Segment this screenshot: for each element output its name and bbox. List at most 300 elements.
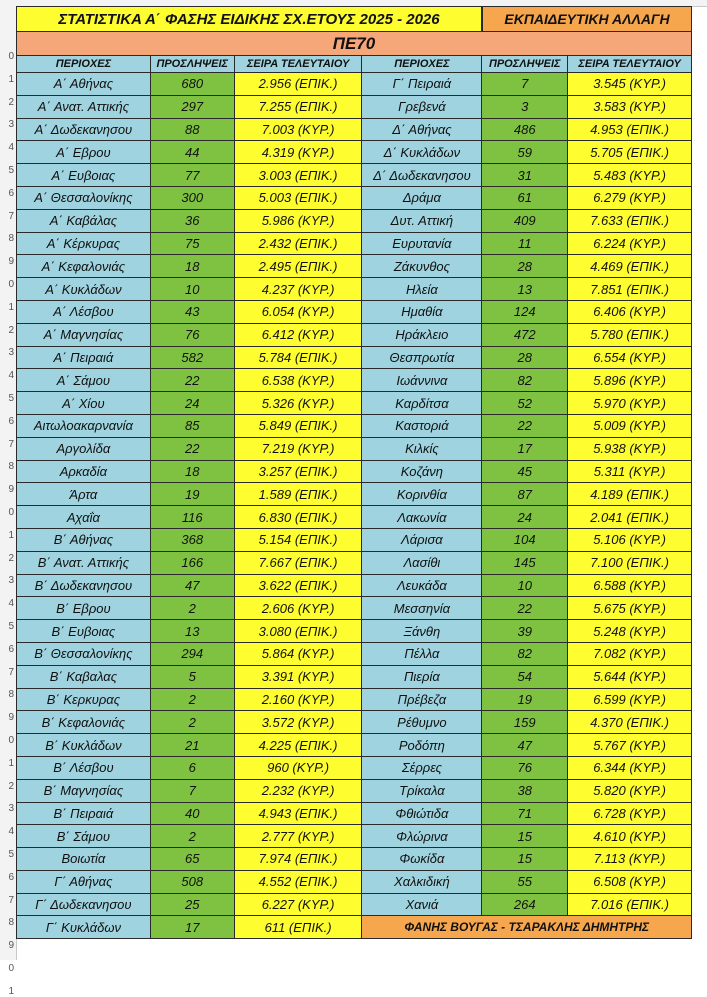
last-rank-cell[interactable]: 6.588 (ΚΥΡ.) [568, 575, 692, 598]
row-number: 7 [8, 210, 14, 222]
region-cell[interactable]: Χανιά [362, 894, 482, 917]
row-number: 9 [8, 712, 14, 724]
last-rank-cell[interactable]: 2.777 (ΚΥΡ.) [235, 825, 363, 848]
region-cell[interactable]: Πρέβεζα [362, 689, 482, 712]
hires-cell[interactable]: 2 [151, 825, 235, 848]
table-row [16, 780, 692, 803]
hires-cell[interactable]: 486 [482, 119, 568, 142]
hires-cell[interactable]: 75 [151, 233, 235, 256]
row-number: 0 [8, 963, 14, 974]
hires-cell[interactable]: 24 [151, 392, 235, 415]
region-cell[interactable]: Αρκαδία [17, 461, 151, 484]
hires-cell[interactable]: 368 [151, 529, 235, 552]
hires-cell[interactable]: 145 [482, 552, 568, 575]
last-rank-cell[interactable]: 3.622 (ΕΠΙΚ.) [235, 575, 363, 598]
last-rank-cell[interactable]: 5.780 (ΕΠΙΚ.) [568, 324, 692, 347]
region-cell[interactable]: Α΄ Εβρου [17, 141, 151, 164]
hires-cell[interactable]: 15 [482, 848, 568, 871]
last-rank-cell[interactable]: 5.311 (ΚΥΡ.) [568, 461, 692, 484]
last-rank-cell[interactable]: 2.041 (ΕΠΙΚ.) [568, 506, 692, 529]
table-row [16, 73, 692, 96]
hires-cell[interactable]: 582 [151, 347, 235, 370]
last-rank-cell[interactable]: 2.606 (ΚΥΡ.) [235, 597, 363, 620]
last-rank-cell[interactable]: 2.232 (ΚΥΡ.) [235, 780, 363, 803]
region-cell[interactable]: Κορινθία [362, 483, 482, 506]
hires-cell[interactable]: 10 [151, 278, 235, 301]
row-number: 4 [8, 142, 14, 154]
region-cell[interactable]: Σέρρες [362, 757, 482, 780]
table-row [16, 255, 692, 278]
hires-cell[interactable]: 59 [482, 141, 568, 164]
hires-cell[interactable]: 76 [482, 757, 568, 780]
region-cell[interactable]: Καστοριά [362, 415, 482, 438]
hires-cell[interactable]: 22 [482, 597, 568, 620]
last-rank-cell[interactable]: 3.080 (ΕΠΙΚ.) [235, 620, 363, 643]
hires-cell[interactable]: 508 [151, 871, 235, 894]
last-rank-cell[interactable]: 6.279 (ΚΥΡ.) [568, 187, 692, 210]
hires-cell[interactable]: 25 [151, 894, 235, 917]
header-hires-right[interactable]: ΠΡΟΣΛΗΨΕΙΣ [482, 56, 568, 73]
last-rank-cell[interactable]: 5.326 (ΚΥΡ.) [235, 392, 363, 415]
last-rank-cell[interactable]: 4.189 (ΕΠΙΚ.) [568, 483, 692, 506]
region-cell[interactable]: Β΄ Μαγνησίας [17, 780, 151, 803]
table-row [16, 415, 692, 438]
hires-cell[interactable]: 44 [151, 141, 235, 164]
table-row [16, 187, 692, 210]
region-cell[interactable]: Β΄ Πειραιά [17, 803, 151, 826]
last-rank-cell[interactable]: 5.154 (ΕΠΙΚ.) [235, 529, 363, 552]
region-cell[interactable]: Β΄ Εβρου [17, 597, 151, 620]
hires-cell[interactable]: 409 [482, 210, 568, 233]
last-rank-cell[interactable]: 4.370 (ΕΠΙΚ.) [568, 711, 692, 734]
hires-cell[interactable]: 22 [151, 438, 235, 461]
hires-cell[interactable]: 40 [151, 803, 235, 826]
last-rank-cell[interactable]: 7.633 (ΕΠΙΚ.) [568, 210, 692, 233]
last-rank-cell[interactable]: 4.237 (ΚΥΡ.) [235, 278, 363, 301]
table-row [16, 711, 692, 734]
region-cell[interactable]: Ζάκυνθος [362, 255, 482, 278]
hires-cell[interactable]: 47 [151, 575, 235, 598]
last-rank-cell[interactable]: 5.864 (ΚΥΡ.) [235, 643, 363, 666]
hires-cell[interactable]: 43 [151, 301, 235, 324]
region-cell[interactable]: Β΄ Αθήνας [17, 529, 151, 552]
hires-cell[interactable]: 166 [151, 552, 235, 575]
last-rank-cell[interactable]: 7.016 (ΕΠΙΚ.) [568, 894, 692, 917]
region-cell[interactable]: Γ΄ Αθήνας [17, 871, 151, 894]
hires-cell[interactable]: 19 [151, 483, 235, 506]
sheet-title[interactable]: ΣΤΑΤΙΣΤΙΚΑ Α΄ ΦΑΣΗΣ ΕΙΔΙΚΗΣ ΣΧ.ΕΤΟΥΣ 2025 - 2026 [16, 6, 482, 32]
last-rank-cell[interactable]: 5.820 (ΚΥΡ.) [568, 780, 692, 803]
last-rank-cell[interactable]: 5.970 (ΚΥΡ.) [568, 392, 692, 415]
last-rank-cell[interactable]: 960 (ΚΥΡ.) [235, 757, 363, 780]
region-cell[interactable]: Δ΄ Κυκλάδων [362, 141, 482, 164]
row-number: 6 [8, 415, 14, 427]
region-cell[interactable]: Δ΄ Αθήνας [362, 119, 482, 142]
last-rank-cell[interactable]: 6.227 (ΚΥΡ.) [235, 894, 363, 917]
region-cell[interactable]: Α΄ Ανατ. Αττικής [17, 96, 151, 119]
row-number: 8 [8, 689, 14, 701]
region-cell[interactable]: Λακωνία [362, 506, 482, 529]
row-number: 8 [8, 233, 14, 245]
last-rank-cell[interactable]: 5.106 (ΚΥΡ.) [568, 529, 692, 552]
last-rank-cell[interactable]: 6.728 (ΚΥΡ.) [568, 803, 692, 826]
table-row [16, 438, 692, 461]
hires-cell[interactable]: 31 [482, 164, 568, 187]
region-cell[interactable]: Α΄ Θεσσαλονίκης [17, 187, 151, 210]
hires-cell[interactable]: 82 [482, 369, 568, 392]
last-rank-cell[interactable]: 2.495 (ΕΠΙΚ.) [235, 255, 363, 278]
hires-cell[interactable]: 2 [151, 711, 235, 734]
region-cell[interactable]: Β΄ Καβαλας [17, 666, 151, 689]
row-number: 9 [8, 940, 14, 952]
row-number: 6 [8, 871, 14, 883]
region-cell[interactable]: Λάρισα [362, 529, 482, 552]
region-cell[interactable]: Β΄ Λέσβου [17, 757, 151, 780]
last-rank-cell[interactable]: 5.896 (ΚΥΡ.) [568, 369, 692, 392]
hires-cell[interactable]: 472 [482, 324, 568, 347]
hires-cell[interactable]: 45 [482, 461, 568, 484]
region-cell[interactable]: Άρτα [17, 483, 151, 506]
region-cell[interactable]: Ιωάννινα [362, 369, 482, 392]
hires-cell[interactable]: 294 [151, 643, 235, 666]
table-row [16, 620, 692, 643]
table-row [16, 552, 692, 575]
last-rank-cell[interactable]: 6.830 (ΕΠΙΚ.) [235, 506, 363, 529]
hires-cell[interactable]: 7 [151, 780, 235, 803]
last-rank-cell[interactable]: 6.224 (ΚΥΡ.) [568, 233, 692, 256]
last-rank-cell[interactable]: 4.225 (ΕΠΙΚ.) [235, 734, 363, 757]
hires-cell[interactable]: 87 [482, 483, 568, 506]
row-number: 2 [8, 96, 14, 108]
last-rank-cell[interactable]: 3.391 (ΚΥΡ.) [235, 666, 363, 689]
table-row [16, 141, 692, 164]
region-cell[interactable]: Α΄ Κεφαλονιάς [17, 255, 151, 278]
last-rank-cell[interactable]: 4.319 (ΚΥΡ.) [235, 141, 363, 164]
last-rank-cell[interactable]: 3.583 (ΚΥΡ.) [568, 96, 692, 119]
region-cell[interactable]: Β΄ Δωδεκανησου [17, 575, 151, 598]
last-rank-cell[interactable]: 7.219 (ΚΥΡ.) [235, 438, 363, 461]
last-rank-cell[interactable]: 7.113 (ΚΥΡ.) [568, 848, 692, 871]
hires-cell[interactable]: 21 [151, 734, 235, 757]
table-row [16, 301, 692, 324]
hires-cell[interactable]: 82 [482, 643, 568, 666]
hires-cell[interactable]: 10 [482, 575, 568, 598]
region-cell[interactable]: Ηλεία [362, 278, 482, 301]
last-rank-cell[interactable]: 3.003 (ΕΠΙΚ.) [235, 164, 363, 187]
footer-credit[interactable]: ΦΑΝΗΣ ΒΟΥΓΑΣ - ΤΣΑΡΑΚΛΗΣ ΔΗΜΗΤΡΗΣ [362, 916, 692, 939]
table-row [16, 825, 692, 848]
row-number: 7 [8, 666, 14, 678]
hires-cell[interactable]: 65 [151, 848, 235, 871]
hires-cell[interactable]: 71 [482, 803, 568, 826]
row-number: 0 [8, 51, 14, 62]
last-rank-cell[interactable]: 3.257 (ΕΠΙΚ.) [235, 461, 363, 484]
hires-cell[interactable]: 2 [151, 689, 235, 712]
last-rank-cell[interactable]: 7.003 (ΚΥΡ.) [235, 119, 363, 142]
last-rank-cell[interactable]: 6.538 (ΚΥΡ.) [235, 369, 363, 392]
table-row [16, 392, 692, 415]
hires-cell[interactable]: 22 [482, 415, 568, 438]
last-rank-cell[interactable]: 7.100 (ΕΠΙΚ.) [568, 552, 692, 575]
side-title[interactable]: ΕΚΠΑΙΔΕΥΤΙΚΗ ΑΛΛΑΓΗ [482, 6, 692, 32]
hires-cell[interactable]: 3 [482, 96, 568, 119]
row-number: 1 [8, 757, 14, 769]
table-row [16, 894, 692, 917]
last-rank-cell[interactable]: 7.667 (ΕΠΙΚ.) [235, 552, 363, 575]
last-rank-cell[interactable]: 5.938 (ΚΥΡ.) [568, 438, 692, 461]
region-cell[interactable]: Α΄ Κυκλάδων [17, 278, 151, 301]
region-cell[interactable]: Χαλκιδική [362, 871, 482, 894]
last-rank-cell[interactable]: 7.255 (ΕΠΙΚ.) [235, 96, 363, 119]
hires-cell[interactable]: 116 [151, 506, 235, 529]
row-number: 5 [8, 621, 14, 632]
hires-cell[interactable]: 297 [151, 96, 235, 119]
region-cell[interactable]: Β΄ Ανατ. Αττικής [17, 552, 151, 575]
region-cell[interactable]: Δ΄ Δωδεκανησου [362, 164, 482, 187]
row-number: 6 [8, 643, 14, 655]
region-cell[interactable]: Ημαθία [362, 301, 482, 324]
hires-cell[interactable]: 88 [151, 119, 235, 142]
region-cell[interactable]: Γ΄ Κυκλάδων [17, 916, 151, 939]
last-rank-cell[interactable]: 5.483 (ΚΥΡ.) [568, 164, 692, 187]
table-row [16, 278, 692, 301]
region-cell[interactable]: Αργολίδα [17, 438, 151, 461]
row-number: 1 [8, 301, 14, 313]
hires-cell[interactable]: 13 [482, 278, 568, 301]
row-number: 5 [8, 393, 14, 404]
row-number: 0 [8, 279, 14, 290]
region-cell[interactable]: Γ΄ Δωδεκανησου [17, 894, 151, 917]
region-cell[interactable]: Ροδόπη [362, 734, 482, 757]
last-rank-cell[interactable]: 5.986 (ΚΥΡ.) [235, 210, 363, 233]
row-number: 1 [8, 529, 14, 541]
last-rank-cell[interactable]: 4.552 (ΕΠΙΚ.) [235, 871, 363, 894]
header-last-rank-left[interactable]: ΣΕΙΡΑ ΤΕΛΕΥΤΑΙΟΥ [235, 56, 363, 73]
row-number: 1 [8, 73, 14, 85]
region-cell[interactable]: Μεσσηνία [362, 597, 482, 620]
hires-cell[interactable]: 680 [151, 73, 235, 96]
header-row [16, 56, 692, 73]
hires-cell[interactable]: 300 [151, 187, 235, 210]
table-row [16, 575, 692, 598]
hires-cell[interactable]: 6 [151, 757, 235, 780]
hires-cell[interactable]: 159 [482, 711, 568, 734]
last-rank-cell[interactable]: 5.784 (ΕΠΙΚ.) [235, 347, 363, 370]
region-cell[interactable]: Κιλκίς [362, 438, 482, 461]
last-rank-cell[interactable]: 7.851 (ΕΠΙΚ.) [568, 278, 692, 301]
region-cell[interactable]: Ευρυτανία [362, 233, 482, 256]
table-row [16, 96, 692, 119]
hires-cell[interactable]: 38 [482, 780, 568, 803]
last-rank-cell[interactable]: 5.849 (ΕΠΙΚ.) [235, 415, 363, 438]
row-number: 8 [8, 917, 14, 929]
table-row [16, 369, 692, 392]
hires-cell[interactable]: 5 [151, 666, 235, 689]
last-rank-cell[interactable]: 2.160 (ΚΥΡ.) [235, 689, 363, 712]
region-cell[interactable]: Λασίθι [362, 552, 482, 575]
region-cell[interactable]: Β΄ Κυκλάδων [17, 734, 151, 757]
region-cell[interactable]: Α΄ Δωδεκανησου [17, 119, 151, 142]
region-cell[interactable]: Β΄ Σάμου [17, 825, 151, 848]
hires-cell[interactable]: 22 [151, 369, 235, 392]
last-rank-cell[interactable]: 5.705 (ΕΠΙΚ.) [568, 141, 692, 164]
region-cell[interactable]: Γ΄ Πειραιά [362, 73, 482, 96]
hires-cell[interactable]: 28 [482, 347, 568, 370]
hires-cell[interactable]: 36 [151, 210, 235, 233]
region-cell[interactable]: Α΄ Καβάλας [17, 210, 151, 233]
region-cell[interactable]: Α΄ Χίου [17, 392, 151, 415]
region-cell[interactable]: Πέλλα [362, 643, 482, 666]
table-row [16, 916, 692, 939]
region-cell[interactable]: Φθιώτιδα [362, 803, 482, 826]
region-cell[interactable]: Φωκίδα [362, 848, 482, 871]
row-number: 9 [8, 256, 14, 268]
row-number: 3 [8, 347, 14, 359]
row-number: 9 [8, 484, 14, 496]
region-cell[interactable]: Α΄ Σάμου [17, 369, 151, 392]
table-row [16, 643, 692, 666]
hires-cell[interactable]: 52 [482, 392, 568, 415]
hires-cell[interactable]: 39 [482, 620, 568, 643]
row-number-gutter [0, 6, 17, 997]
region-cell[interactable]: Δυτ. Αττική [362, 210, 482, 233]
last-rank-cell[interactable]: 6.344 (ΚΥΡ.) [568, 757, 692, 780]
region-cell[interactable]: Αχαΐα [17, 506, 151, 529]
hires-cell[interactable]: 77 [151, 164, 235, 187]
region-cell[interactable]: Α΄ Κέρκυρας [17, 233, 151, 256]
last-rank-cell[interactable]: 3.545 (ΚΥΡ.) [568, 73, 692, 96]
hires-cell[interactable]: 17 [151, 916, 235, 939]
subtitle[interactable]: ΠΕ70 [16, 32, 692, 56]
table-row [16, 689, 692, 712]
last-rank-cell[interactable]: 3.572 (ΚΥΡ.) [235, 711, 363, 734]
region-cell[interactable]: Α΄ Πειραιά [17, 347, 151, 370]
row-number: 7 [8, 894, 14, 906]
hires-cell[interactable]: 15 [482, 825, 568, 848]
region-cell[interactable]: Β΄ Θεσσαλονίκης [17, 643, 151, 666]
last-rank-cell[interactable]: 5.644 (ΚΥΡ.) [568, 666, 692, 689]
region-cell[interactable]: Ηράκλειο [362, 324, 482, 347]
last-rank-cell[interactable]: 4.953 (ΕΠΙΚ.) [568, 119, 692, 142]
hires-cell[interactable]: 61 [482, 187, 568, 210]
hires-cell[interactable]: 264 [482, 894, 568, 917]
hires-cell[interactable]: 76 [151, 324, 235, 347]
region-cell[interactable]: Τρίκαλα [362, 780, 482, 803]
last-rank-cell[interactable]: 6.508 (ΚΥΡ.) [568, 871, 692, 894]
table-row [16, 324, 692, 347]
region-cell[interactable]: Ρέθυμνο [362, 711, 482, 734]
region-cell[interactable]: Καρδίτσα [362, 392, 482, 415]
hires-cell[interactable]: 85 [151, 415, 235, 438]
hires-cell[interactable]: 17 [482, 438, 568, 461]
last-rank-cell[interactable]: 5.009 (ΚΥΡ.) [568, 415, 692, 438]
table-row [16, 871, 692, 894]
row-number: 2 [8, 780, 14, 792]
row-number: 4 [8, 370, 14, 382]
hires-cell[interactable]: 7 [482, 73, 568, 96]
last-rank-cell[interactable]: 5.675 (ΚΥΡ.) [568, 597, 692, 620]
region-cell[interactable]: Β΄ Κερκυρας [17, 689, 151, 712]
hires-cell[interactable]: 28 [482, 255, 568, 278]
last-rank-cell[interactable]: 6.412 (ΚΥΡ.) [235, 324, 363, 347]
last-rank-cell[interactable]: 2.956 (ΕΠΙΚ.) [235, 73, 363, 96]
last-rank-cell[interactable]: 7.974 (ΕΠΙΚ.) [235, 848, 363, 871]
hires-cell[interactable]: 11 [482, 233, 568, 256]
hires-cell[interactable]: 2 [151, 597, 235, 620]
row-number: 5 [8, 165, 14, 176]
region-cell[interactable]: Α΄ Αθήνας [17, 73, 151, 96]
last-rank-cell[interactable]: 5.003 (ΕΠΙΚ.) [235, 187, 363, 210]
region-cell[interactable]: Θεσπρωτία [362, 347, 482, 370]
region-cell[interactable]: Α΄ Μαγνησίας [17, 324, 151, 347]
hires-cell[interactable]: 104 [482, 529, 568, 552]
last-rank-cell[interactable]: 5.248 (ΚΥΡ.) [568, 620, 692, 643]
hires-cell[interactable]: 19 [482, 689, 568, 712]
hires-cell[interactable]: 124 [482, 301, 568, 324]
row-number: 3 [8, 575, 14, 587]
title-row [16, 6, 692, 32]
region-cell[interactable]: Α΄ Ευβοιας [17, 164, 151, 187]
table-row [16, 210, 692, 233]
last-rank-cell[interactable]: 6.599 (ΚΥΡ.) [568, 689, 692, 712]
last-rank-cell[interactable]: 6.054 (ΚΥΡ.) [235, 301, 363, 324]
hires-cell[interactable]: 24 [482, 506, 568, 529]
header-regions-right[interactable]: ΠΕΡΙΟΧΕΣ [362, 56, 482, 73]
last-rank-cell[interactable]: 6.554 (ΚΥΡ.) [568, 347, 692, 370]
last-rank-cell[interactable]: 2.432 (ΕΠΙΚ.) [235, 233, 363, 256]
header-last-rank-right[interactable]: ΣΕΙΡΑ ΤΕΛΕΥΤΑΙΟΥ [568, 56, 692, 73]
header-hires-left[interactable]: ΠΡΟΣΛΗΨΕΙΣ [151, 56, 235, 73]
last-rank-cell[interactable]: 4.943 (ΕΠΙΚ.) [235, 803, 363, 826]
hires-cell[interactable]: 18 [151, 461, 235, 484]
hires-cell[interactable]: 54 [482, 666, 568, 689]
region-cell[interactable]: Πιερία [362, 666, 482, 689]
table-row [16, 848, 692, 871]
last-rank-cell[interactable]: 6.406 (ΚΥΡ.) [568, 301, 692, 324]
region-cell[interactable]: Β΄ Ευβοιας [17, 620, 151, 643]
region-cell[interactable]: Β΄ Κεφαλονιάς [17, 711, 151, 734]
region-cell[interactable]: Βοιωτία [17, 848, 151, 871]
region-cell[interactable]: Αιτωλοακαρνανία [17, 415, 151, 438]
header-regions-left[interactable]: ΠΕΡΙΟΧΕΣ [17, 56, 151, 73]
region-cell[interactable]: Ξάνθη [362, 620, 482, 643]
region-cell[interactable]: Κοζάνη [362, 461, 482, 484]
last-rank-cell[interactable]: 7.082 (ΚΥΡ.) [568, 643, 692, 666]
table-row [16, 461, 692, 484]
hires-cell[interactable]: 47 [482, 734, 568, 757]
last-rank-cell[interactable]: 1.589 (ΕΠΙΚ.) [235, 483, 363, 506]
region-cell[interactable]: Α΄ Λέσβου [17, 301, 151, 324]
table-row [16, 233, 692, 256]
row-number: 2 [8, 324, 14, 336]
row-number: 4 [8, 826, 14, 838]
region-cell[interactable]: Φλώρινα [362, 825, 482, 848]
region-cell[interactable]: Δράμα [362, 187, 482, 210]
hires-cell[interactable]: 18 [151, 255, 235, 278]
last-rank-cell[interactable]: 4.610 (ΚΥΡ.) [568, 825, 692, 848]
table-row [16, 529, 692, 552]
last-rank-cell[interactable]: 5.767 (ΚΥΡ.) [568, 734, 692, 757]
region-cell[interactable]: Λευκάδα [362, 575, 482, 598]
last-rank-cell[interactable]: 4.469 (ΕΠΙΚ.) [568, 255, 692, 278]
table-row [16, 734, 692, 757]
subtitle-row [16, 32, 692, 56]
region-cell[interactable]: Γρεβενά [362, 96, 482, 119]
hires-cell[interactable]: 13 [151, 620, 235, 643]
table-row [16, 597, 692, 620]
hires-cell[interactable]: 55 [482, 871, 568, 894]
last-rank-cell[interactable]: 611 (ΕΠΙΚ.) [235, 916, 363, 939]
